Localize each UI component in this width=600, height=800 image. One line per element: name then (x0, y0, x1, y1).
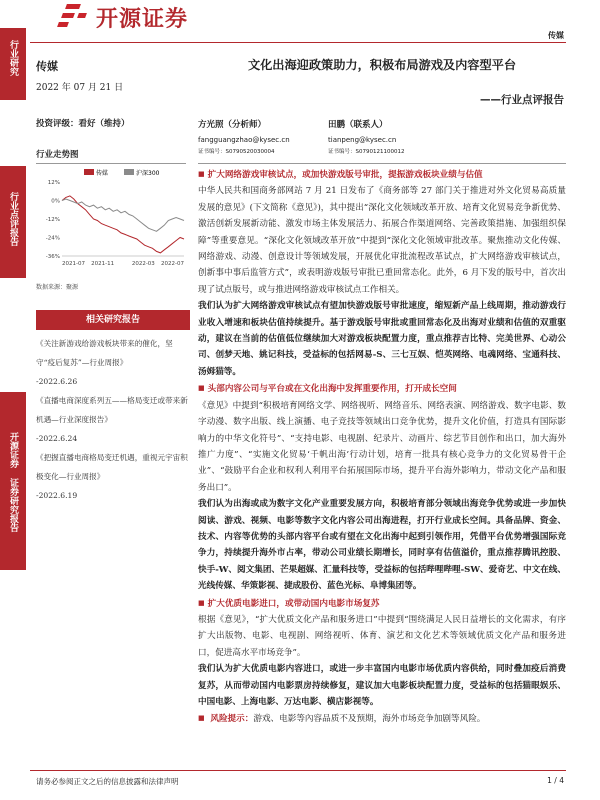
related-report-date: -2022.6.19 (36, 491, 78, 500)
legend-swatch-media (84, 169, 94, 175)
related-report-3[interactable] (36, 448, 190, 505)
y-tick-label: 12% (47, 180, 60, 186)
section-heading: ■ 扩大网络游戏审核试点，或加快游戏版号审批，提振游戏板块业绩与估值 (198, 166, 566, 183)
related-report-title: 《直播电商深度系列五——格局变迁或带来新机遇—行业深度报告》 (36, 396, 188, 424)
trend-chart (36, 166, 188, 274)
trend-divider (36, 163, 186, 164)
sidebar-tab-report-type-label: 行业点评报告 (8, 192, 18, 246)
related-report-1[interactable] (36, 334, 190, 391)
x-tick-label: 2022-07 (161, 261, 184, 267)
report-body (198, 166, 566, 728)
legend-label-media: 传媒 (96, 170, 109, 177)
analyst-email[interactable]: tianpeng@kysec.cn (328, 136, 397, 144)
report-subtitle: ——行业点评报告 (480, 94, 564, 106)
sidebar-tab-brand-label: 开源证券 证券研究报告 (8, 432, 18, 532)
section-conclusion: 我们认为扩大网络游戏审核试点有望加快游戏版号审批速度，缩短新产品上线周期，推动游戏行业收入增速和板块估值持续提升。基于游戏版号审批或重回常态化及出海对业绩和估值的双重驱动，建议在当前的估值低位继续加大对游戏板块配置力度，重点推荐吉比特、完美世界、心动公司、创梦天地、姚记科技，受益标的包括网易-S、三七互娱、恺英网络、电魂网络、宝通科技、汤姆猫等。 (198, 301, 566, 377)
risk-warning (198, 710, 566, 727)
logo-text: 开源证券 (96, 7, 189, 32)
analyst-cert: 证书编号：S0790520030004 (198, 149, 275, 155)
section-paragraph: 根据《意见》，“扩大优质文化产品和服务进口”中提到“围绕满足人民日益增长的文化需求，有序扩大出版物、电影、电视剧、网络视听、体育、演艺和文化艺术等领域优质文化产品和服务进口，促进高水平市场竞争”。 (198, 614, 566, 658)
section-paragraph: 《意见》中提到“积极培育网络文学、网络视听、网络音乐、网络表演、网络游戏、数字电影、数字动漫、数字出版、线上演播、电子竞技等领域出口竞争优势，提升文化价值，打造具有国际影响力的中华文化符号”、“支持电影、电视剧、纪录片、动画片、综艺节目创作和出口，加大海外推广力度”、“实施文化贸易‘千帆出海’行动计划，培育一批具有核心竞争力的文化贸易骨干企业”、“鼓励平台企业和权利人利用平台拓展国际市场，提升平台海外影响力，带动文化产品和服务出口”。 (198, 400, 566, 493)
analyst-name: 方光照（分析师） (198, 120, 267, 130)
related-report-title: 《关注新游戏给游戏板块带来的催化，坚守“疫后复苏”—行业周报》 (36, 339, 173, 367)
sidebar-tab-report-type (0, 166, 26, 278)
related-research-header: 相关研究报告 (36, 310, 190, 330)
header-divider (30, 42, 566, 43)
section-1 (198, 166, 566, 380)
y-tick-label: -24% (45, 235, 60, 242)
analyst-cert: 证书编号：S0790121100012 (328, 149, 405, 155)
logo-icon (58, 4, 92, 30)
analyst-1 (198, 118, 290, 155)
footer-divider (30, 770, 566, 771)
related-report-title: 《把握直播电商格局变迁机遇，重视元宇宙积极变化—行业周报》 (36, 453, 188, 481)
risk-label: 风险提示： (210, 714, 254, 725)
analyst-name: 田鹏（联系人） (328, 120, 388, 130)
legend-swatch-hs300 (124, 169, 134, 175)
x-tick-label: 2022-03 (131, 261, 155, 267)
related-report-date: -2022.6.26 (36, 377, 78, 386)
chart-source: 数据来源：聚源 (36, 284, 79, 291)
header-industry-tag: 传媒 (548, 31, 564, 40)
industry-name: 传媒 (36, 60, 58, 73)
section-heading: ■ 头部内容公司与平台或在文化出海中发挥重要作用，打开成长空间 (198, 380, 566, 397)
section-3 (198, 595, 566, 711)
report-title: 文化出海迎政策助力，积极布局游戏及内容型平台 (247, 58, 517, 72)
related-research-list (36, 334, 190, 505)
section-2 (198, 380, 566, 594)
sidebar-tab-research-label: 行业研究 (8, 40, 18, 76)
series-line-0 (62, 196, 184, 253)
y-tick-label: 0% (51, 198, 60, 205)
page-number: 1 / 4 (547, 776, 564, 785)
section-heading: ■ 扩大优质电影进口，或带动国内电影市场复苏 (198, 595, 566, 612)
y-tick-label: -36% (45, 254, 60, 260)
series-line-1 (62, 199, 184, 231)
report-date: 2022 年 07 月 21 日 (36, 83, 124, 93)
footer-disclaimer: 请务必参阅正文之后的信息披露和法律声明 (36, 777, 179, 786)
analyst-2 (328, 118, 404, 155)
related-report-2[interactable] (36, 391, 190, 448)
related-report-date: -2022.6.24 (36, 434, 78, 443)
x-tick-label: 2021-11 (91, 261, 115, 267)
investment-rating: 投资评级：看好（维持） (36, 119, 130, 129)
sidebar-tab-brand (0, 392, 26, 570)
section-paragraph: 中华人民共和国商务部网站 7 月 21 日发布了《商务部等 27 部门关于推进对外文化贸易高质量发展的意见》(下文简称《意见》)，其中提出“深化文化领域改革开放、培育文化贸易竞争新优势、激活创新发展新动能、激发市场主体发展活力、拓展合作渠道网络、完善政策措施、加强组织保障”等重要意见。“深化文化领域改革开放”中提到“深化文化领域审批改革。聚焦推动文化传媒、网络游戏、动漫、创意设计等领域发展，开展优化审批流程改革试点，扩大网络游戏审核试点，创新事中事后监管方式”，或表明游戏版号审批已重回常态化。此外，6 月下发的版号中，首次出现了试点版号，或与推进网络游戏审核试点工作相关。 (198, 186, 566, 295)
analyst-email[interactable]: fangguangzhao@kysec.cn (198, 136, 290, 144)
section-conclusion: 我们认为出海或成为数字文化产业重要发展方向，积极培育部分领域出海竞争优势或进一步加快阅读、游戏、视频、电影等数字文化内容公司出海进程，打开行业成长空间。具备品牌、资金、技术、内容等优势的头部内容平台或有望在文化出海中起到引领作用，凭借平台优势增强国际竞争力，持续提升海外市占率，带动公司业绩长期增长，同时享有估值溢价，重点推荐腾讯控股、快手-W、阅文集团、芒果超媒、汇量科技等，受益标的包括哔哩哔哩-SW、爱奇艺、中文在线、光线传媒、华策影视、捷成股份、蓝色光标、阜博集团等。 (198, 499, 566, 592)
trend-chart-title: 行业走势图 (36, 150, 79, 160)
analyst-divider (198, 163, 566, 164)
x-tick-label: 2021-07 (62, 261, 85, 267)
risk-text: 游戏、电影等內容品质不及预期，海外市场竞争加剧等风险。 (253, 714, 486, 725)
section-conclusion: 我们认为扩大优质电影内容进口，或进一步丰富国内电影市场优质内容供给，同时叠加疫后消费复苏，从而带动国内电影票房持续修复，建议加大电影板块配置力度，受益标的包括猫眼娱乐、中国电影、上海电影、万达电影、横店影视等。 (198, 664, 566, 707)
y-tick-label: -12% (45, 217, 60, 223)
sidebar-tab-research (0, 28, 26, 100)
legend-label-hs300: 沪深300 (136, 170, 160, 177)
